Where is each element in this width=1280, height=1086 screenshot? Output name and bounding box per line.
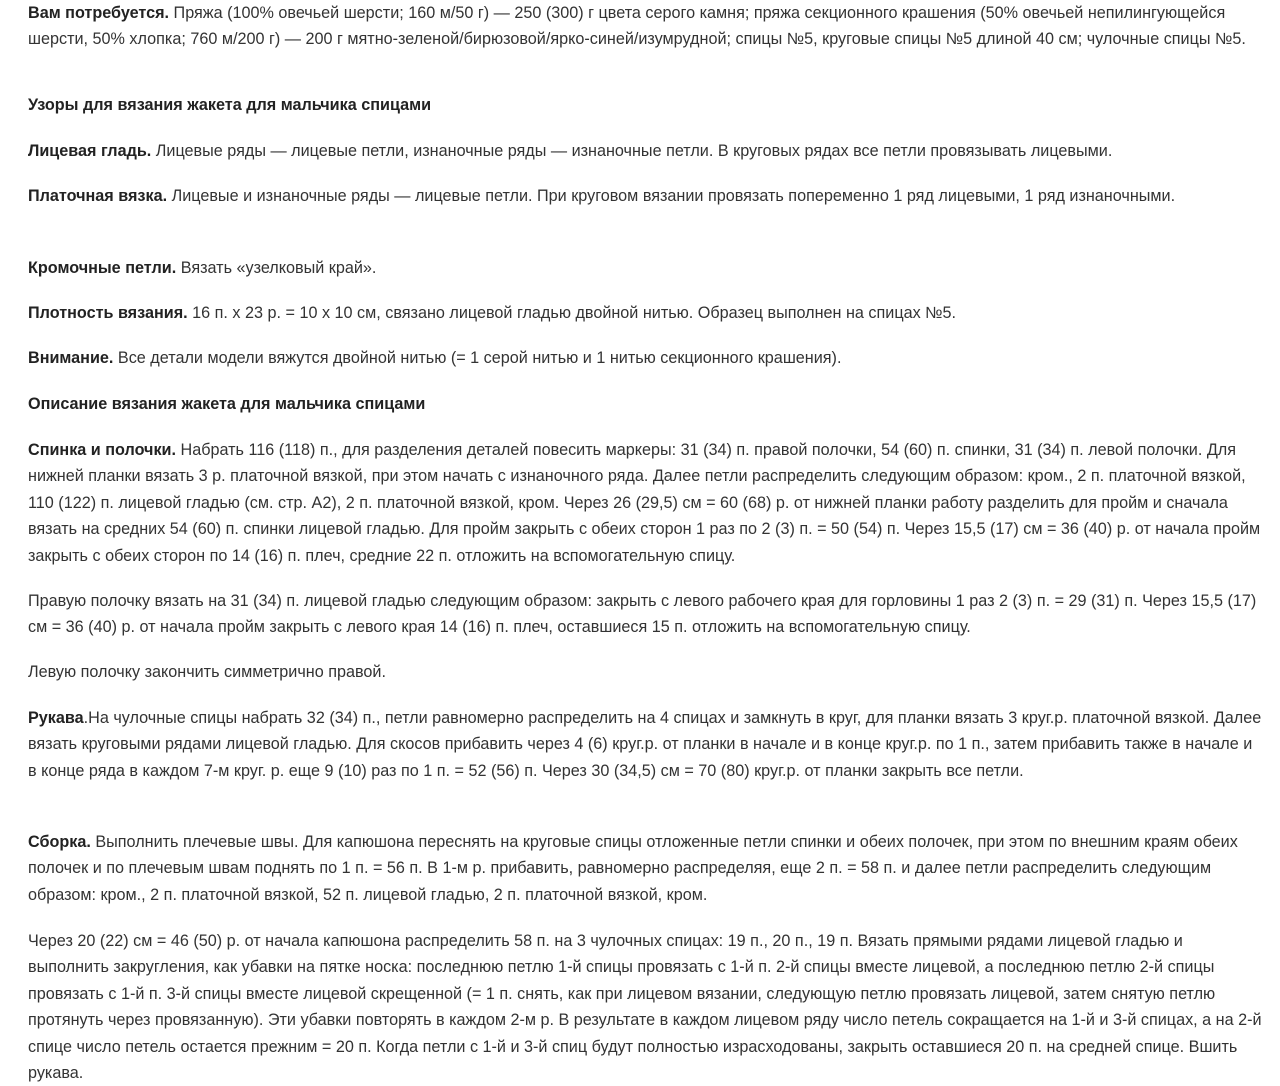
- sleeve-paragraph: [28, 705, 1264, 784]
- attention-paragraph: [28, 345, 1264, 371]
- gauge-paragraph: [28, 300, 1264, 326]
- assembly-text: Выполнить плечевые швы. Для капюшона переснять на круговые спицы отложенные петли спинки и обеих полочек, при этом по внешним краям обеих полочек и по плечевым швам поднять по 1 п. = 56 п. В 1-м р. прибавить, равномерно распределяя, еще 2 п. = 58 п. и далее петли распределить следующим образом: кром., 2 п. платочной вязкой, 52 п. лицевой гладью, 2 п. платочной вязкой, кром.: [28, 833, 1238, 904]
- stockinette-lead: Лицевая гладь.: [28, 142, 152, 160]
- description-heading: Описание вязания жакета для мальчика спицами: [28, 395, 426, 413]
- attention-text: Все детали модели вяжутся двойной нитью (= 1 серой нитью и 1 нитью секционного крашения).: [113, 349, 842, 367]
- garter-paragraph: [28, 183, 1264, 209]
- assembly-lead: Сборка.: [28, 833, 91, 851]
- assembly-paragraph: [28, 829, 1264, 908]
- edge-lead: Кромочные петли.: [28, 259, 177, 277]
- garter-lead: Платочная вязка.: [28, 187, 168, 205]
- edge-text: Вязать «узелковый край».: [176, 259, 377, 277]
- left-front-paragraph: Левую полочку закончить симметрично правой.: [28, 663, 386, 681]
- back-fronts-lead: Спинка и полочки.: [28, 441, 177, 459]
- back-fronts-text: Набрать 116 (118) п., для разделения деталей повесить маркеры: 31 (34) п. правой полочки, 54 (60) п. спинки, 31 (34) п. левой полочки. Для нижней планки вязать 3 р. платочной вязкой, при этом начать с изнаночного ряда. Далее петли распределить следующим образом: кром., 2 п. платочной вязкой, 110 (122) п. лицевой гладью (см. стр. А2), 2 п. платочной вязкой, кром. Через 26 (29,5) см = 60 (68) р. от нижней планки работу разделить для пройм и сначала вязать на средних 54 (60) п. спинки лицевой гладью. Для пройм закрыть с обеих сторон 1 раз по 2 (3) п. = 50 (54) п. Через 15,5 (17) см = 36 (40) р. от начала пройм закрыть с обеих сторон по 14 (16) п. плеч, средние 22 п. отложить на вспомогательную спицу.: [28, 441, 1261, 565]
- hood-paragraph: Через 20 (22) см = 46 (50) р. от начала капюшона распределить 58 п. на 3 чулочных спицах: 19 п., 20 п., 19 п. Вязать прямыми рядами лицевой гладью и выполнить закругления, как убавки на пятке носка: последнюю петлю 1-й спицы провязать с 1-й п. 2-й спицы вместе лицевой, а последнюю петлю 2-й спицы провязать с 1-й п. 3-й спицы вместе лицевой скрещенной (= 1 п. снять, как при лицевом вязании, следующую петлю провязать лицевой, затем снятую петлю протянуть через провязанную). Эти убавки повторять в каждом 2-м р. В результате в каждом лицевом ряду число петель сокращается на 1-й и 3-й спицах, а на 2-й спице число петель остается прежним = 20 п. Когда петли с 1-й и 3-й спиц будут полностью израсходованы, закрыть оставшиеся 20 п. на средней спице. Вшить рукава.: [28, 932, 1262, 1083]
- right-front-paragraph: Правую полочку вязать на 31 (34) п. лицевой гладью следующим образом: закрыть с левого рабочего края для горловины 1 раз 2 (3) п. = 29 (31) п. Через 15,5 (17) см = 36 (40) р. от начала пройм закрыть с левого края 14 (16) п. плеч, оставшиеся 15 п. отложить на вспомогательную спицу.: [28, 592, 1257, 637]
- gauge-text: 16 п. х 23 р. = 10 х 10 см, связано лицевой гладью двойной нитью. Образец выполнен на спицах №5.: [187, 304, 957, 322]
- stockinette-paragraph: [28, 138, 1264, 164]
- edge-paragraph: [28, 255, 1264, 281]
- sleeve-lead: Рукава: [28, 709, 84, 727]
- patterns-heading: Узоры для вязания жакета для мальчика спицами: [28, 96, 432, 114]
- back-fronts-paragraph: [28, 437, 1264, 569]
- garter-text: Лицевые и изнаночные ряды — лицевые петли. При круговом вязании провязать попеременно 1 ряд лицевыми, 1 ряд изнаночными.: [167, 187, 1176, 205]
- stockinette-text: Лицевые ряды — лицевые петли, изнаночные ряды — изнаночные петли. В круговых рядах все петли провязывать лицевыми.: [151, 142, 1113, 160]
- gauge-lead: Плотность вязания.: [28, 304, 188, 322]
- materials-text: Пряжа (100% овечьей шерсти; 160 м/50 г) — 250 (300) г цвета серого камня; пряжа секционного крашения (50% овечьей непилингующейся шерсти, 50% хлопка; 760 м/200 г) — 200 г мятно-зеленой/бирюзовой/ярко-синей/изумрудной; спицы №5, круговые спицы №5 длиной 40 см; чулочные спицы №5.: [28, 4, 1246, 49]
- sleeve-text: .На чулочные спицы набрать 32 (34) п., петли равномерно распределить на 4 спицах и замкнуть в круг, для планки вязать 3 круг.р. платочной вязкой. Далее вязать круговыми рядами лицевой гладью. Для скосов прибавить через 4 (6) круг.р. от планки в начале и в конце круг.р. по 1 п., затем прибавить также в начале и в конце ряда в каждом 7-м круг. р. еще 9 (10) раз по 1 п. = 52 (56) п. Через 30 (34,5) см = 70 (80) круг.р. от планки закрыть все петли.: [28, 709, 1262, 780]
- materials-lead: Вам потребуется.: [28, 4, 170, 22]
- attention-lead: Внимание.: [28, 349, 114, 367]
- materials-paragraph: [28, 0, 1264, 53]
